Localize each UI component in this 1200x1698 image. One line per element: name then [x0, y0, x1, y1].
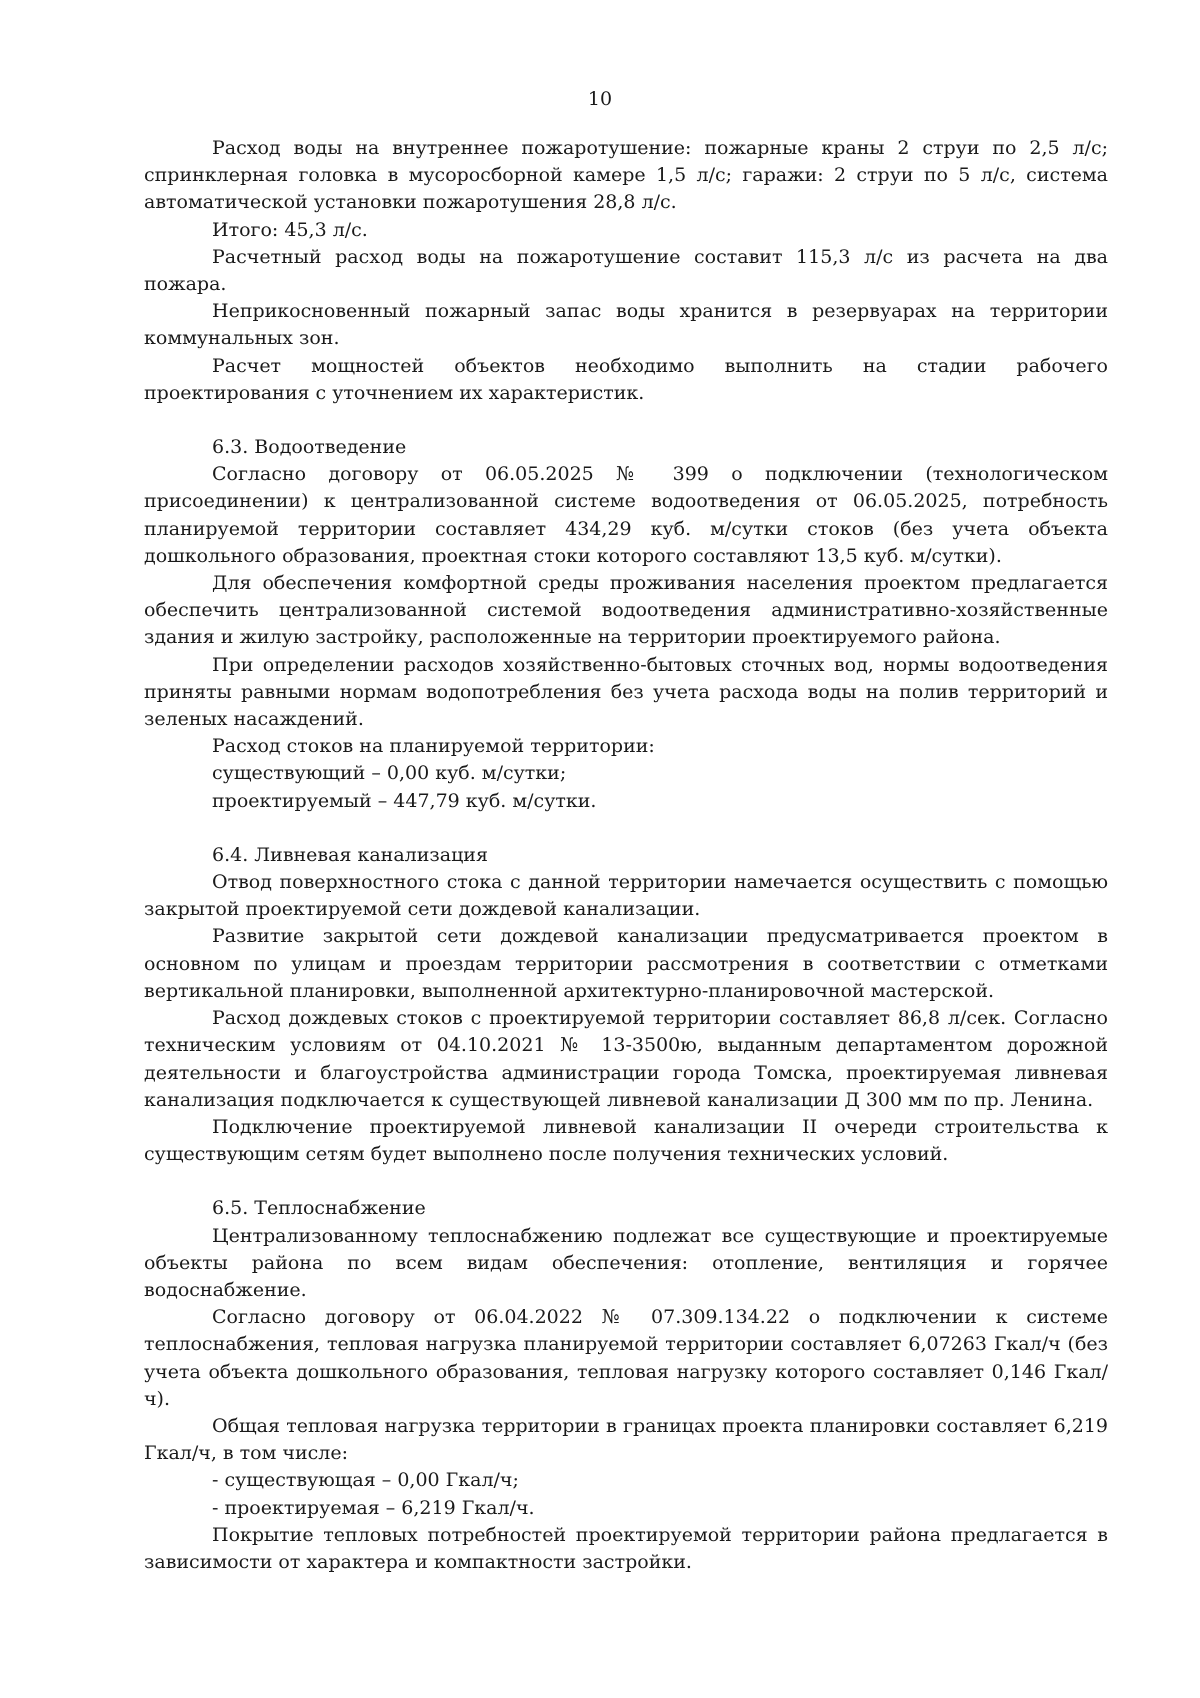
section-heading-wastewater: 6.3. Водоотведение	[212, 436, 407, 459]
paragraph-wastewater-norms: При определении расходов хозяйственно-бытовых сточных вод, нормы водоотведения приняты равными нормам водопотребления без учета расхода воды на полив территорий и зеленых насаждений.	[144, 653, 1108, 731]
paragraph-wastewater-provision: Для обеспечения комфортной среды проживания населения проектом предлагается обеспечить централизованной системой водоотведения административно-хозяйственные здания и жилую застройку, расположенные на территории проектируемого района.	[144, 572, 1108, 649]
paragraph-wastewater-contract: Согласно договору от 06.05.2025 № 399 о подключении (технологическом присоединении) к централизованной системе водоотведения от 06.05.2025, потребность планируемой территории составляет 434,29 куб. м/сутки стоков (без учета объекта дошкольного образования, проектная стоки которого составляют 13,5 куб. м/сутки).	[144, 463, 1108, 567]
paragraph-heat-existing: - существующая – 0,00 Гкал/ч;	[212, 1469, 519, 1492]
page-number: 10	[587, 88, 613, 110]
paragraph-storm-runoff: Отвод поверхностного стока с данной территории намечается осуществить с помощью закрытой проектируемой сети дождевой канализации.	[144, 871, 1108, 921]
section-heading-heat-supply: 6.5. Теплоснабжение	[212, 1197, 426, 1220]
paragraph-heat-coverage: Покрытие тепловых потребностей проектируемой территории района предлагается в зависимости от характера и компактности застройки.	[144, 1523, 1108, 1573]
paragraph-heat-total: Общая тепловая нагрузка территории в границах проекта планировки составляет 6,219 Гкал/ч, в том числе:	[144, 1414, 1108, 1465]
paragraph-heat-centralized: Централизованному теплоснабжению подлежат все существующие и проектируемые объекты района по всем видам обеспечения: отопление, вентиляция и горячее водоснабжение.	[144, 1224, 1108, 1301]
section-heading-storm-sewer: 6.4. Ливневая канализация	[212, 843, 488, 866]
paragraph-fire-reserve: Неприкосновенный пожарный запас воды хранится в резервуарах на территории коммунальных зон.	[144, 300, 1108, 350]
paragraph-storm-network: Развитие закрытой сети дождевой канализации предусматривается проектом в основном по улицам и проездам территории рассмотрения в соответствии с отметками вертикальной планировки, выполненной архитектурно-планировочной мастерской.	[144, 925, 1108, 1002]
paragraph-wastewater-projected: проектируемый – 447,79 куб. м/сутки.	[212, 789, 597, 812]
document-body	[144, 135, 1108, 1576]
paragraph-storm-flow: Расход дождевых стоков с проектируемой территории составляет 86,8 л/сек. Согласно техническим условиям от 04.10.2021 № 13-3500ю, выданным департаментом дорожной деятельности и благоустройства администрации города Томска, проектируемая ливневая канализация подключается к существующей ливневой канализации Д 300 мм по пр. Ленина.	[144, 1007, 1108, 1111]
paragraph-fire-water-total: Итого: 45,3 л/с.	[212, 218, 368, 241]
paragraph-fire-water-design: Расчетный расход воды на пожаротушение составит 115,3 л/с из расчета на два пожара.	[144, 245, 1108, 296]
paragraph-storm-connection: Подключение проектируемой ливневой канализации II очереди строительства к существующим сетям будет выполнено после получения технических условий.	[144, 1115, 1108, 1166]
paragraph-capacity-calculation: Расчет мощностей объектов необходимо выполнить на стадии рабочего проектирования с уточнением их характеристик.	[144, 354, 1108, 404]
paragraph-heat-contract: Согласно договору от 06.04.2022 № 07.309.134.22 о подключении к системе теплоснабжения, тепловая нагрузка планируемой территории составляет 6,07263 Гкал/ч (без учета объекта дошкольного образования, тепловая нагрузку которого составляет 0,146 Гкал/ч).	[144, 1306, 1108, 1410]
paragraph-heat-projected: - проектируемая – 6,219 Гкал/ч.	[212, 1496, 535, 1519]
paragraph-fire-water-internal: Расход воды на внутреннее пожаротушение: пожарные краны 2 струи по 2,5 л/с; спринклерная головка в мусоросборной камере 1,5 л/с; гаражи: 2 струи по 5 л/с, система автоматической установки пожаротушения 28,8 л/с.	[144, 137, 1108, 214]
paragraph-wastewater-existing: существующий – 0,00 куб. м/сутки;	[212, 762, 567, 785]
paragraph-wastewater-flow-title: Расход стоков на планируемой территории:	[212, 735, 655, 758]
